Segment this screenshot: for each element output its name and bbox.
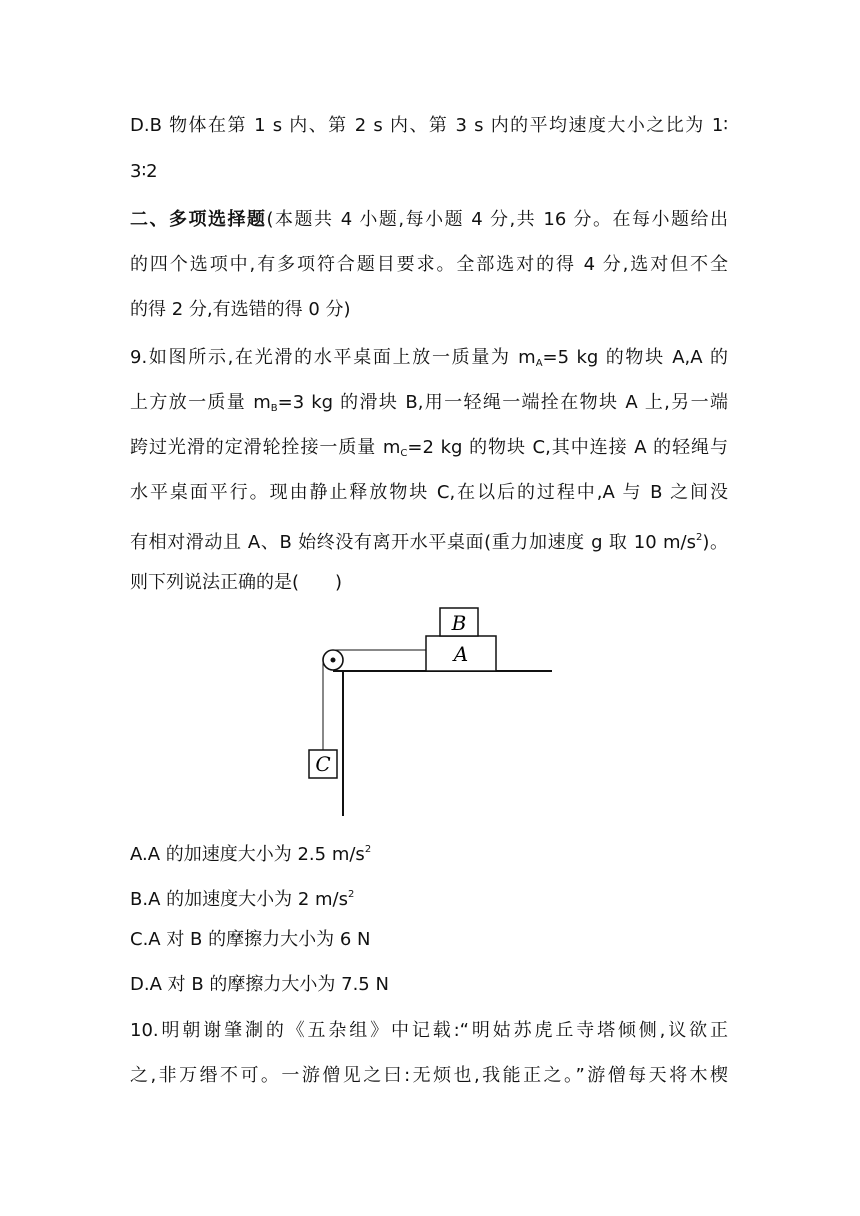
question-9-line3	[130, 436, 728, 466]
label-a: A	[453, 642, 469, 666]
section-note: (本题共 4 小题,每小题 4 分,共 16 分。在每小题给出	[266, 209, 729, 230]
option-a	[130, 838, 371, 867]
section-title: 二、多项选择题	[130, 209, 267, 230]
subscript-a: A	[535, 358, 543, 369]
option-d-line1: D.B 物体在第 1 s 内、第 2 s 内、第 3 s 内的平均速度大小之比为 1∶	[130, 115, 728, 136]
superscript-2: 2	[347, 889, 355, 900]
label-b: B	[451, 611, 467, 635]
option-b	[130, 883, 354, 912]
q9-text: =5 kg 的物块 A,A 的	[542, 347, 728, 368]
question-9-line4: 水平桌面平行。现由静止释放物块 C,在以后的过程中,A 与 B 之间没	[130, 482, 728, 503]
question-10-line1: 10.明朝谢肇淛的《五杂组》中记载:“明姑苏虎丘寺塔倾侧,议欲正	[130, 1020, 728, 1041]
option-c: C.A 对 B 的摩擦力大小为 6 N	[130, 929, 371, 950]
option-d-line2: 3∶2	[130, 161, 158, 182]
question-9-line1	[130, 346, 728, 376]
question-10-line2: 之,非万缗不可。一游僧见之曰:无烦也,我能正之。”游僧每天将木楔	[130, 1065, 728, 1086]
subscript-c: C	[400, 448, 408, 459]
section-note-line2: 的四个选项中,有多项符合题目要求。全部选对的得 4 分,选对但不全	[130, 254, 728, 275]
q9-text: 有相对滑动且 A、B 始终没有离开水平桌面(重力加速度 g 取 10 m/s	[130, 532, 696, 553]
q9-text: )。	[702, 532, 728, 553]
superscript-2: 2	[364, 844, 372, 855]
option-d: D.A 对 B 的摩擦力大小为 7.5 N	[130, 974, 389, 995]
question-9-line2	[130, 391, 728, 421]
option-b-text: B.A 的加速度大小为 2 m/s	[130, 889, 348, 910]
q9-text: 跨过光滑的定滑轮拴接一质量 m	[130, 437, 401, 458]
q9-text: 上方放一质量 m	[130, 392, 271, 413]
section-note-line3: 的得 2 分,有选错的得 0 分)	[130, 299, 351, 320]
pulley-diagram	[300, 600, 560, 820]
pulley-axle	[331, 658, 336, 663]
superscript-2: 2	[695, 532, 703, 543]
q9-text: =3 kg 的滑块 B,用一轻绳一端拴在物块 A 上,另一端	[277, 392, 728, 413]
q9-text: =2 kg 的物块 C,其中连接 A 的轻绳与	[407, 437, 728, 458]
question-9-line5	[130, 526, 728, 555]
section-heading	[130, 208, 728, 232]
subscript-b: B	[270, 403, 278, 414]
q9-text: 9.如图所示,在光滑的水平桌面上放一质量为 m	[130, 347, 536, 368]
option-a-text: A.A 的加速度大小为 2.5 m/s	[130, 844, 365, 865]
label-c: C	[315, 752, 331, 776]
question-9-line6: 则下列说法正确的是( )	[130, 572, 343, 593]
